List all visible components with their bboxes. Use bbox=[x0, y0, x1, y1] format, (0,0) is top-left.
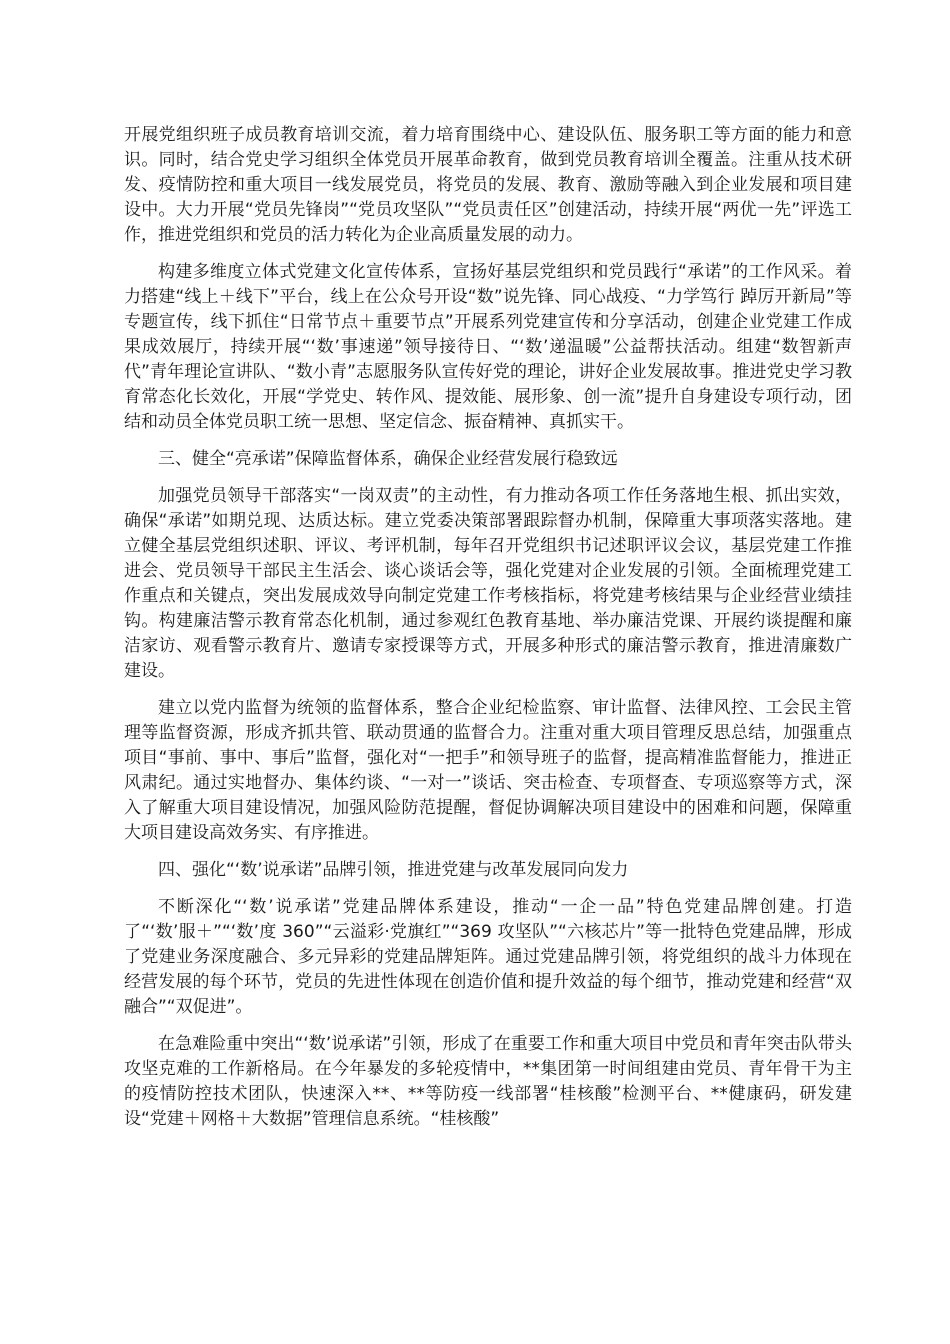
document-page bbox=[124, 123, 852, 1144]
paragraph-supervision-system: 建立以党内监督为统领的监督体系，整合企业纪检监察、审计监督、法律风控、工会民主管理等监督资源，形成齐抓共管、联动贯通的监督合力。注重对重大项目管理反思总结，加强重点项目“事前、事中、事后”监督，强化对“一把手”和领导班子的监督，提高精准监督能力，推进正风肃纪。通过实地督办、集体约谈、“一对一”谈话、突击检查、专项督查、专项巡察等方式，深入了解重大项目建设情况，加强风险防范提醒，督促协调解决项目建设中的困难和问题，保障重大项目建设高效务实、有序推进。 bbox=[124, 698, 852, 843]
section-heading-3: 三、健全“亮承诺”保障监督体系，确保企业经营发展行稳致远 bbox=[158, 449, 618, 469]
paragraph-party-education: 开展党组织班子成员教育培训交流，着力培育围绕中心、建设队伍、服务职工等方面的能力和意识。同时，结合党史学习组织全体党员开展革命教育，做到党员教育培训全覆盖。注重从技术研发、疫情防控和重大项目一线发展党员，将党员的发展、教育、激励等融入到企业发展和项目建设中。大力开展“党员先锋岗”“党员攻坚队”“党员责任区”创建活动，持续开展“两优一先”评选工作，推进党组织和党员的活力转化为企业高质量发展的动力。 bbox=[124, 125, 852, 245]
paragraph-responsibility: 加强党员领导干部落实“一岗双责”的主动性，有力推动各项工作任务落地生根、抓出实效，确保“承诺”如期兑现、达质达标。建立党委决策部署跟踪督办机制，保障重大事项落实落地。建立健全基层党组织述职、评议、考评机制，每年召开党组织书记述职评议会议，基层党建工作推进会、党员领导干部民主生活会、谈心谈话会等，强化党建对企业发展的引领。全面梳理党建工作重点和关键点，突出发展成效导向制定党建工作考核指标，将党建考核结果与企业经营业绩挂钩。构建廉洁警示教育常态化机制，通过参观红色教育基地、举办廉洁党课、开展约谈提醒和廉洁家访、观看警示教育片、邀请专家授课等方式，开展多种形式的廉洁警示教育，推进清廉数广建设。 bbox=[124, 486, 852, 681]
section-heading-4: 四、强化“‘数’说承诺”品牌引领，推进党建与改革发展同向发力 bbox=[158, 860, 629, 880]
paragraph-epidemic-response: 在急难险重中突出“‘数’说承诺”引领，形成了在重要工作和重大项目中党员和青年突击队带头攻坚克难的工作新格局。在今年暴发的多轮疫情中，**集团第一时间组建由党员、青年骨干为主的疫情防控技术团队，快速深入**、**等防疫一线部署“桂核酸”检测平台、**健康码，研发建设“党建＋网格＋大数据”管理信息系统。“桂核酸” bbox=[124, 1034, 852, 1129]
paragraph-culture-promotion: 构建多维度立体式党建文化宣传体系，宣扬好基层党组织和党员践行“承诺”的工作风采。着力搭建“线上＋线下”平台，线上在公众号开设“数”说先锋、同心战疫、“力学笃行 踔厉开新局”等专题宣传，线下抓住“日常节点＋重要节点”开展系列党建宣传和分享活动，创建企业党建工作成果成效展厅，持续开展“‘数’事速递”领导接待日、“‘数’递温暖”公益帮扶活动。组建“数智新声代”青年理论宣讲队、“数小青”志愿服务队宣传好党的理论，讲好企业发展故事。推进党史学习教育常态化长效化，开展“学党史、转作风、提效能、展形象、创一流”提升自身建设专项行动，团结和动员全体党员职工统一思想、坚定信念、振奋精神、真抓实干。 bbox=[124, 262, 852, 432]
paragraph-brand-building: 不断深化“‘数’说承诺”党建品牌体系建设，推动“一企一品”特色党建品牌创建。打造了“‘数’服＋”“‘数’度 360”“云溢彩·党旗红”“369 攻坚队”“六核芯片”等一批特色党建品牌，形成了党建业务深度融合、多元异彩的党建品牌矩阵。通过党建品牌引领，将党组织的战斗力体现在经营发展的每个环节，党员的先进性体现在创造价值和提升效益的每个细节，推动党建和经营“双融合”“双促进”。 bbox=[124, 897, 852, 1017]
